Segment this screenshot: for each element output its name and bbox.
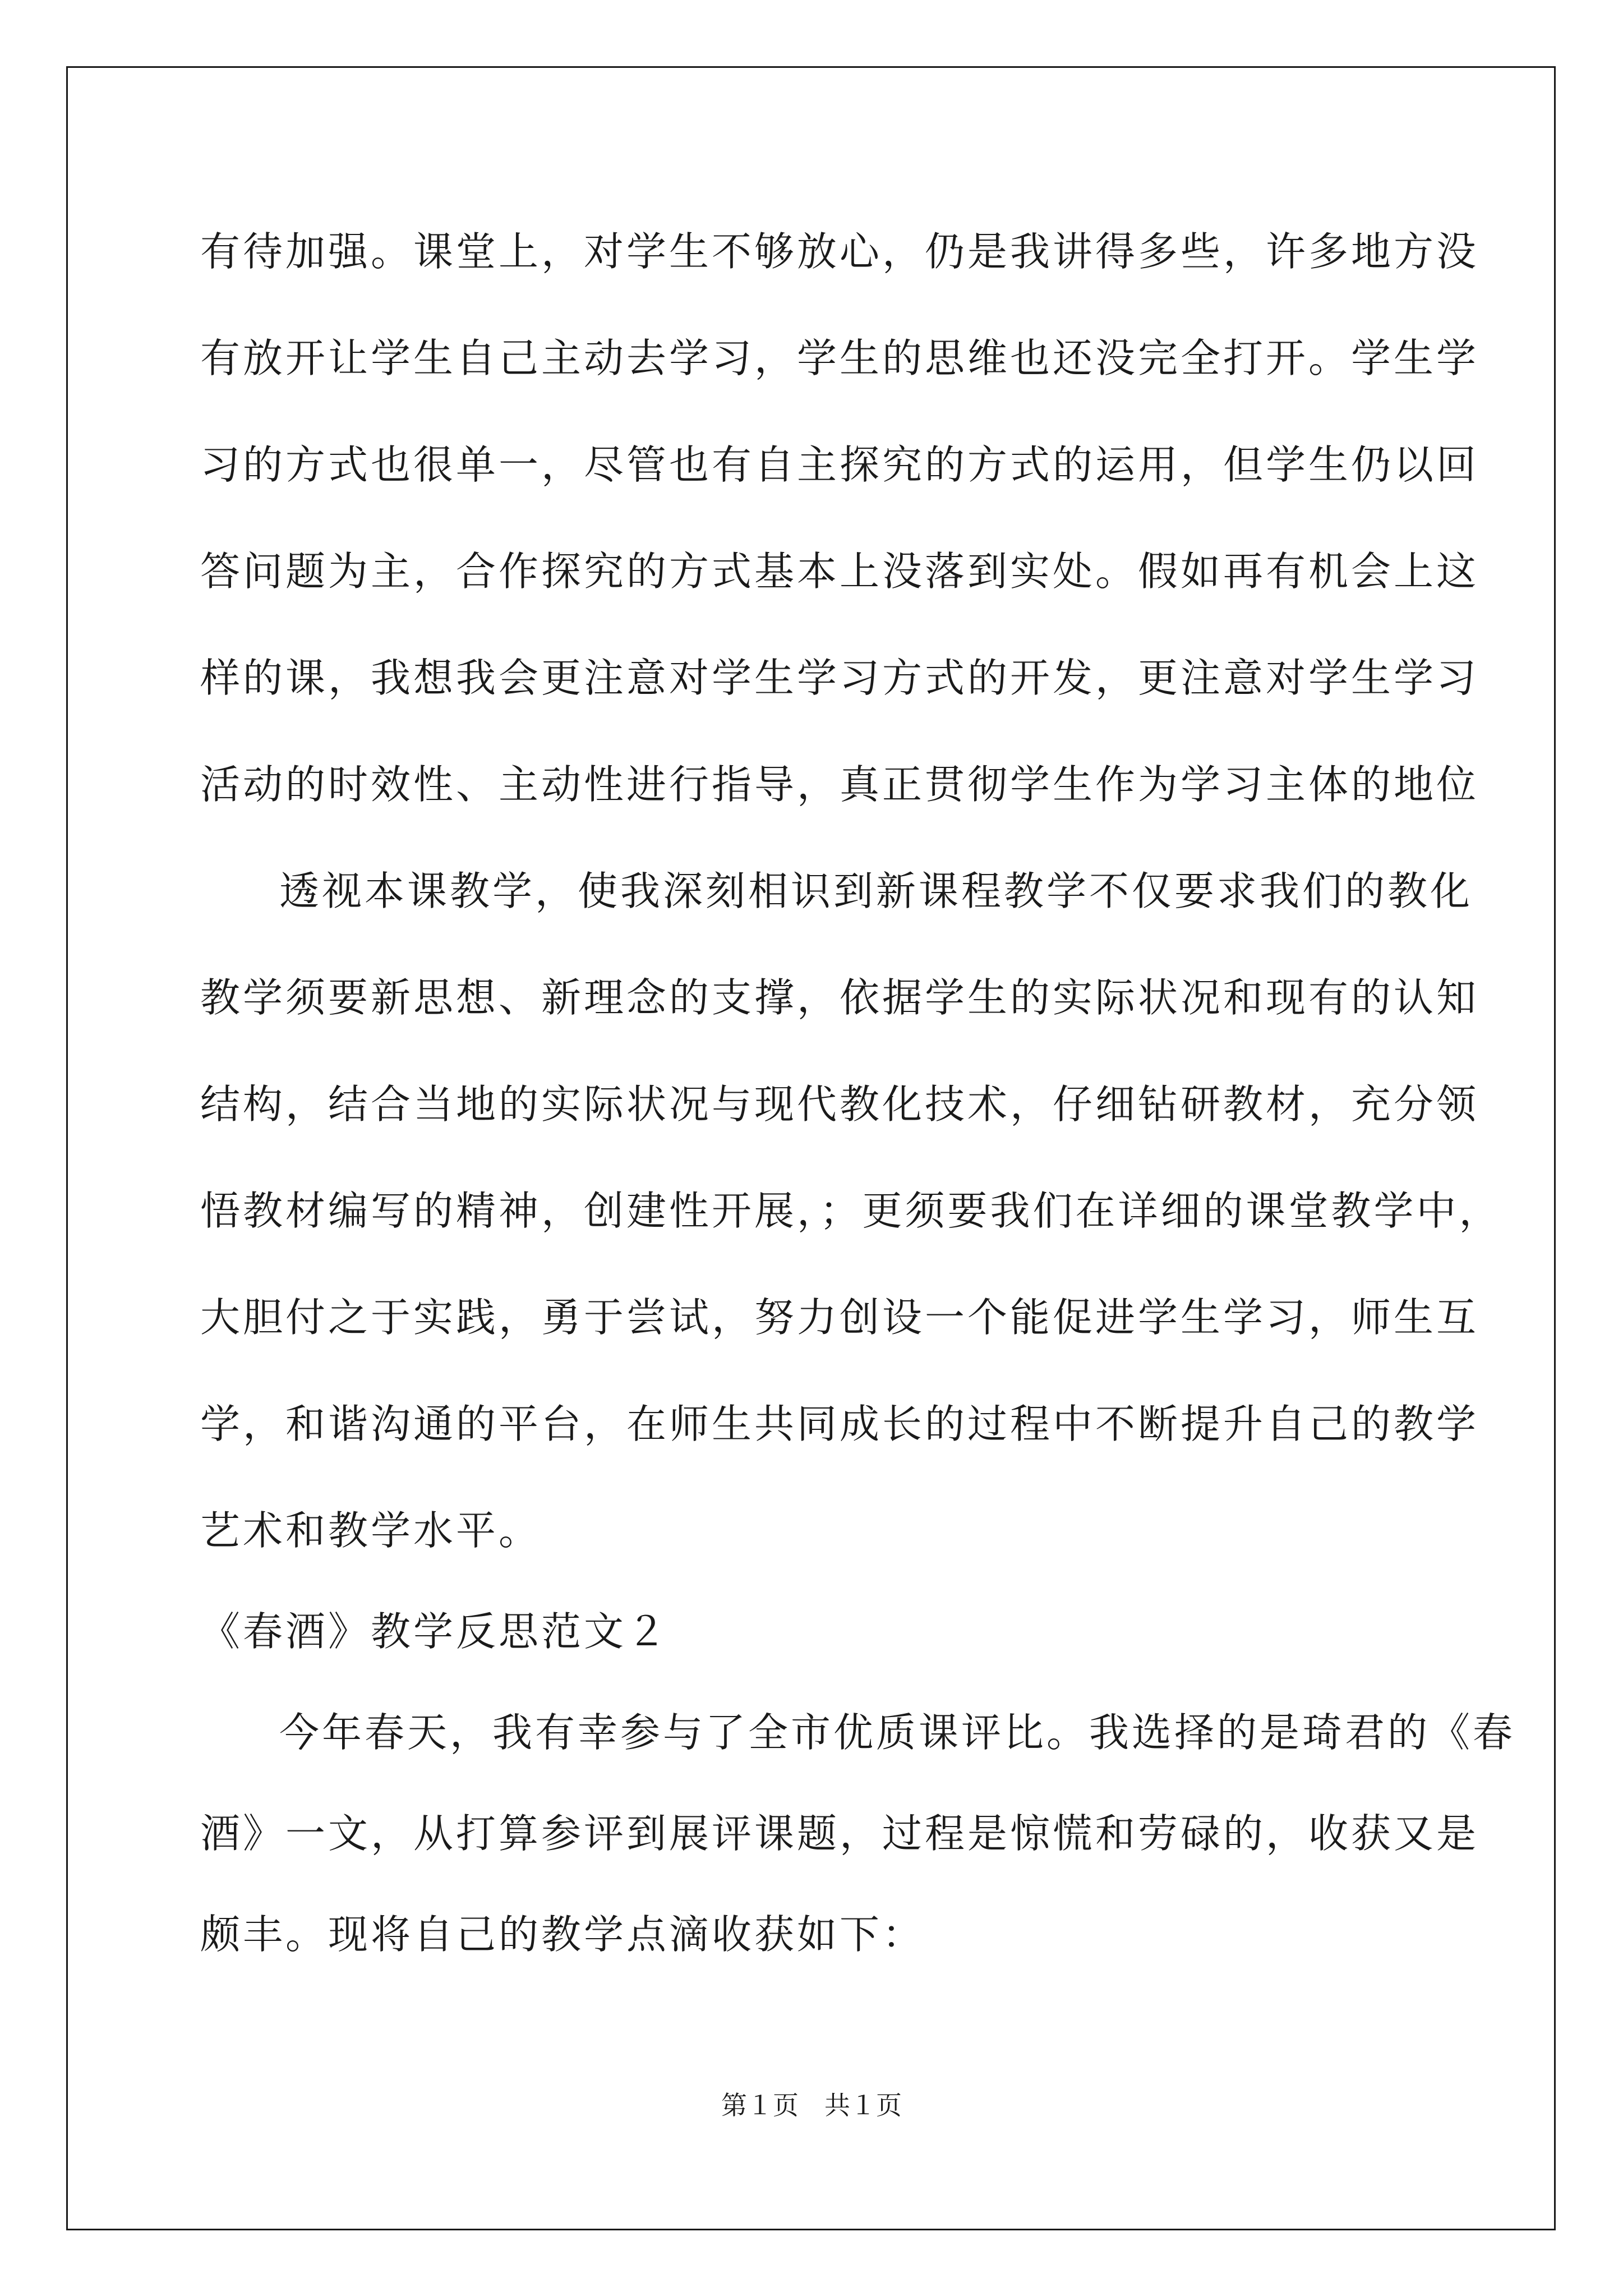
text-line: 悟教材编写的精神，创建性开展，；更须要我们在详细的课堂教学中， [200, 1188, 1502, 1234]
text-line: 酒》一文，从打算参评到展评课题，过程是惊慌和劳碌的，收获又是 [200, 1810, 1479, 1857]
text-line: 答问题为主，合作探究的方式基本上没落到实处。假如再有机会上这 [200, 548, 1479, 595]
text-line: 习的方式也很单一，尽管也有自主探究的方式的运用，但学生仍以回 [200, 441, 1479, 488]
page-footer: 第１页 共１页 [721, 2090, 902, 2120]
text-line: 有待加强。课堂上，对学生不够放心，仍是我讲得多些，许多地方没 [200, 228, 1479, 275]
text-line: 教学须要新思想、新理念的支撑，依据学生的实际状况和现有的认知 [200, 974, 1479, 1021]
text-line: 结构，结合当地的实际状况与现代教化技术，仔细钻研教材，充分领 [200, 1081, 1479, 1128]
text-line: 样的课，我想我会更注意对学生学习方式的开发，更注意对学生学习 [200, 655, 1479, 701]
paragraph-first-line: 今年春天，我有幸参与了全市优质课评比。我选择的是琦君的《春 [279, 1709, 1516, 1756]
text-line: 大胆付之于实践，勇于尝试，努力创设一个能促进学生学习，师生互 [200, 1294, 1479, 1341]
text-line: 学，和谐沟通的平台，在师生共同成长的过程中不断提升自己的教学 [200, 1401, 1479, 1447]
page-border [66, 66, 1556, 2230]
paragraph-first-line: 透视本课教学，使我深刻相识到新课程教学不仅要求我们的教化 [279, 868, 1473, 914]
text-line: 艺术和教学水平。 [200, 1507, 542, 1554]
text-line: 活动的时效性、主动性进行指导，真正贯彻学生作为学习主体的地位 [200, 761, 1479, 808]
text-line: 颇丰。现将自己的教学点滴收获如下： [200, 1911, 925, 1958]
text-line: 有放开让学生自己主动去学习，学生的思维也还没完全打开。学生学 [200, 335, 1479, 381]
section-heading: 《春酒》教学反思范文２ [200, 1608, 670, 1655]
